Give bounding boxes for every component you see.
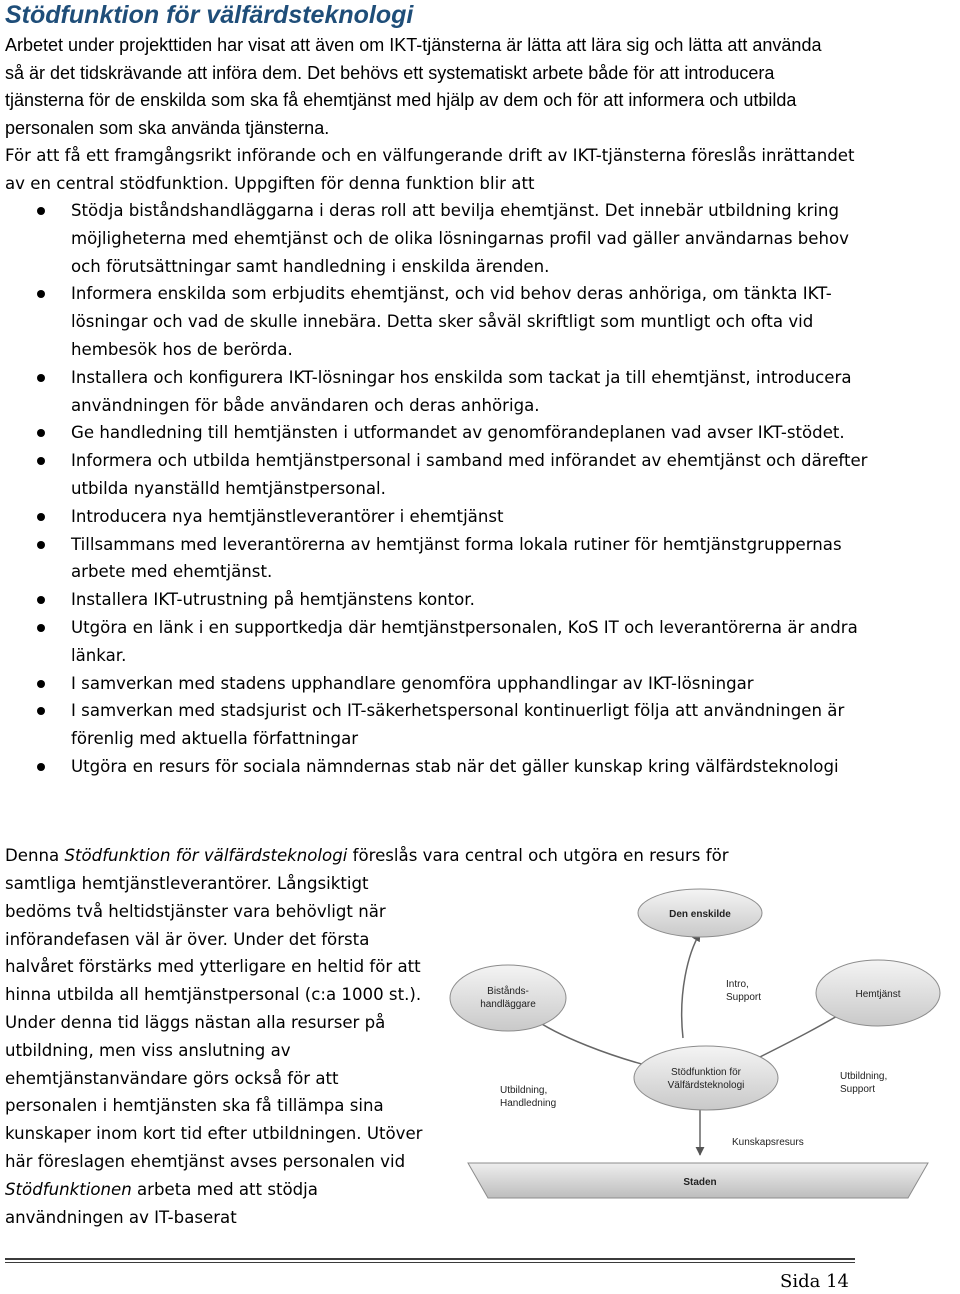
page-number: Sida 14 [780, 1271, 849, 1292]
list-item: I samverkan med stadens upphandlare genomföra upphandlingar av IKT-lösningar [0, 670, 870, 698]
list-item: Introducera nya hemtjänstleverantörer i ehemtjänst [0, 503, 870, 531]
node-den-enskilde: Den enskilde [669, 909, 731, 920]
label-utb-left-line2: Handledning [500, 1098, 557, 1109]
label-utb-left-line1: Utbildning, [500, 1085, 548, 1096]
list-item: Installera IKT-utrustning på hemtjänstens kontor. [0, 586, 870, 614]
intro-paragraph: Arbetet under projekttiden har visat att även om IKT-tjänsterna är lätta att lära sig och lätta att använda så är det tidskrävande att införa dem. Det behövs ett systematiskt arbete både för att introducera tjänsterna för de enskilda som ska få ehemtjänst med hjälp av dem och för att informera och utbilda personalen som ska använda tjänsterna. [5, 35, 822, 138]
list-item: Installera och konfigurera IKT-lösningar hos enskilda som tackat ja till ehemtjänst, introducera användningen för både användaren och deras anhöriga. [0, 364, 870, 420]
list-item: Utgöra en länk i en supportkedja där hemtjänstpersonalen, KoS IT och leverantörerna är andra länkar. [0, 614, 870, 670]
label-intro-line1: Intro, [726, 979, 749, 990]
closing-paragraph: Denna Stödfunktion för välfärdsteknologi föreslås vara central och utgöra en resurs för [5, 846, 729, 865]
bullet-icon [37, 374, 45, 382]
list-item: Ge handledning till hemtjänsten i utformandet av genomförandeplanen vad avser IKT-stödet. [0, 419, 870, 447]
node-hemtjanst: Hemtjänst [855, 989, 901, 1000]
node-staden: Staden [683, 1177, 717, 1188]
bullet-icon [37, 596, 45, 604]
bullet-icon [37, 429, 45, 437]
bullet-icon [37, 290, 45, 298]
list-item: Informera enskilda som erbjudits ehemtjänst, och vid behov deras anhöriga, om tänkta IKT-lösningar och vad de skulle innebära. Detta sker såväl skriftligt som muntligt och ofta vid hembesök hos de berörda. [0, 280, 870, 363]
label-intro-line2: Support [726, 992, 762, 1003]
intro-paragraph-2: För att få ett framgångsrikt införande och en välfungerande drift av IKT-tjänsterna föreslås inrättandet av en central stödfunktion. Uppgiften för denna funktion blir att [5, 146, 855, 193]
support-diagram [438, 883, 958, 1223]
bullet-icon [37, 763, 45, 771]
node-bistand-line2: handläggare [480, 999, 536, 1010]
section-heading: Stödfunktion för välfärdsteknologi [5, 1, 414, 29]
list-item: Utgöra en resurs för sociala nämndernas stab när det gäller kunskap kring välfärdsteknologi [0, 753, 870, 781]
list-item: Informera och utbilda hemtjänstpersonal i samband med införandet av ehemtjänst och därefter utbilda nyanställd hemtjänstpersonal. [0, 447, 870, 503]
task-list [0, 197, 870, 781]
bullet-icon [37, 707, 45, 715]
bullet-icon [37, 624, 45, 632]
arrow-center-to-enskilde [682, 933, 700, 1038]
list-item: I samverkan med stadsjurist och IT-säkerhetspersonal kontinuerligt följa att användningen är förenlig med aktuella författningar [0, 697, 870, 753]
bullet-icon [37, 207, 45, 215]
label-kunskapsresurs: Kunskapsresurs [732, 1137, 804, 1148]
label-utb-right-line1: Utbildning, [840, 1071, 888, 1082]
footer-rule [5, 1258, 855, 1260]
footer-rule-thin [5, 1262, 855, 1263]
emphasis-stodfunktionen: Stödfunktionen [5, 1179, 132, 1199]
node-center-line2: Välfärdsteknologi [667, 1080, 745, 1091]
bullet-icon [37, 680, 45, 688]
node-bistand-shape [450, 965, 566, 1031]
node-bistand-line1: Bistånds- [487, 986, 529, 997]
closing-paragraph-wrap: samtliga hemtjänstleverantörer. Långsiktigt bedöms två heltidstjänster vara behövligt när införandefasen väl är över. Under det första halvåret förstärks med ytterligare en heltid för att hinna utbilda all hemtjänstpersonal (c:a 1000 st.). Under denna tid läggs nästan alla resurser på utbildning, men viss anslutning av ehemtjänstanvändare görs också för att personalen i hemtjänsten ska få tillämpa sina kunskaper inom kort tid efter utbildningen. Utöver här föreslagen ehemtjänst avses personalen vid Stödfunktionen arbeta med att stödja användningen av IT-baserat [5, 874, 423, 1227]
bullet-icon [37, 513, 45, 521]
node-center-shape [634, 1046, 778, 1110]
list-item: Stödja biståndshandläggarna i deras roll att bevilja ehemtjänst. Det innebär utbildning kring möjligheterna med ehemtjänst och de olika lösningarnas profil vad gäller användarnas behov och förutsättningar samt handledning i enskilda ärenden. [0, 197, 870, 280]
list-item: Tillsammans med leverantörerna av hemtjänst forma lokala rutiner för hemtjänstgruppernas arbete med ehemtjänst. [0, 531, 870, 587]
bullet-icon [37, 457, 45, 465]
bullet-icon [37, 541, 45, 549]
node-center-line1: Stödfunktion för [670, 1067, 742, 1078]
label-utb-right-line2: Support [840, 1084, 876, 1095]
emphasis-title: Stödfunktion för välfärdsteknologi [64, 846, 348, 865]
